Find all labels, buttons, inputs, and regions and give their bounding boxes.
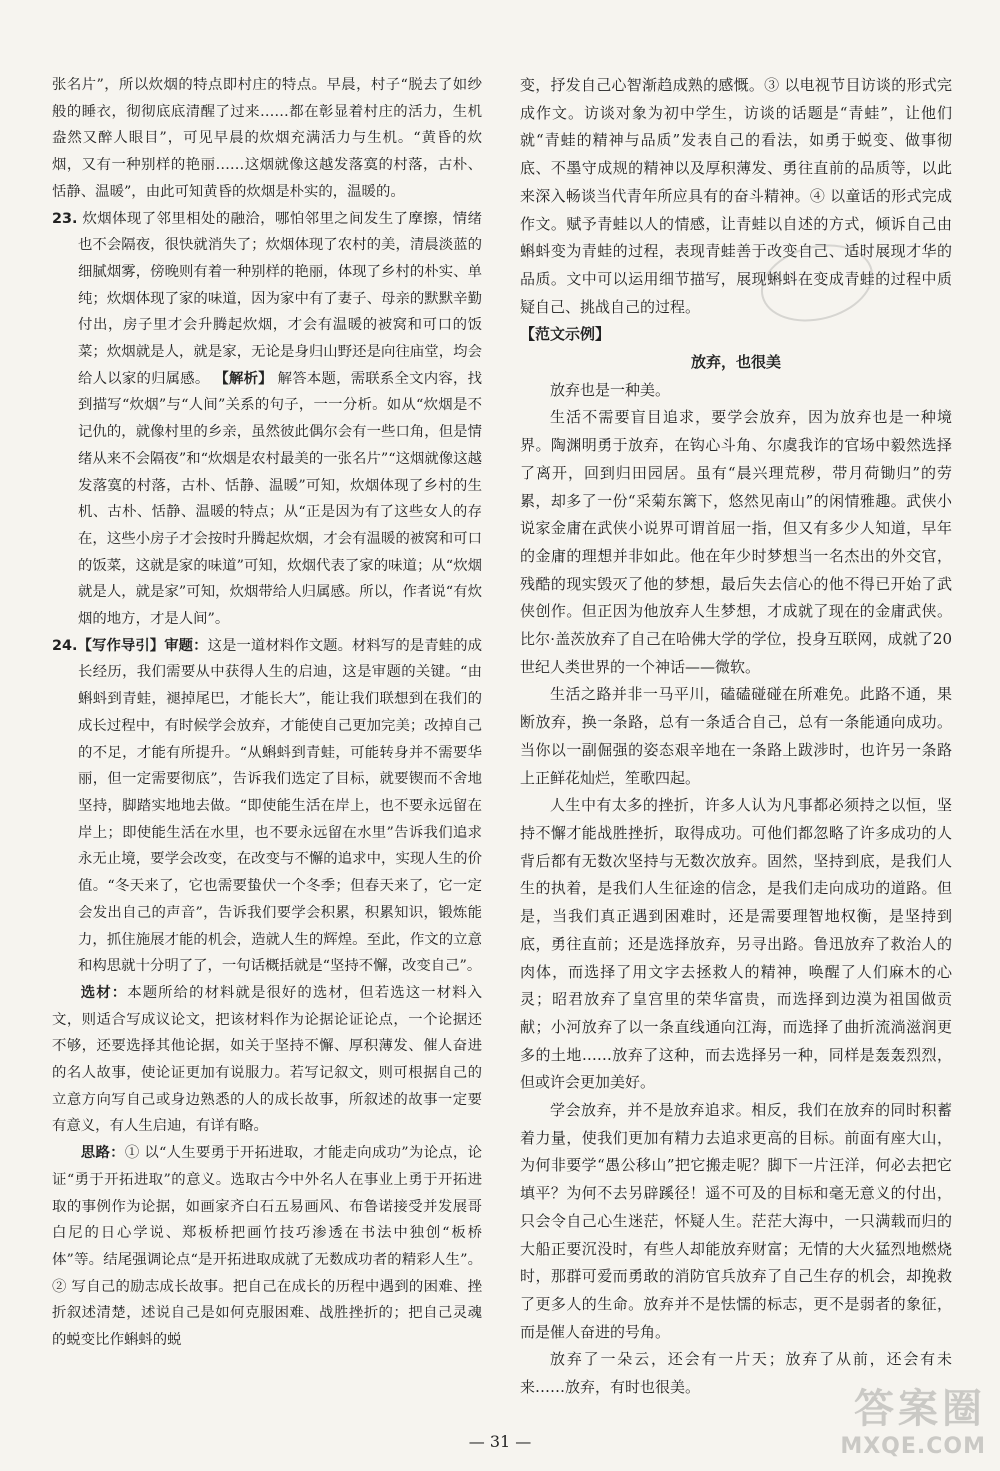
left-column bbox=[52, 72, 482, 1354]
approach-text: ① 以“人生要勇于开拓进取，才能走向成功”为论点，论证“勇于开拓进取”的意义。选取古今中外名人在事业上勇于开拓进取的事例作为论据，如画家齐白石五易画风、布鲁诺接受并发展哥白尼的日心学说、郑板桥把画竹技巧渗透在书法中独创“板桥体”等。结尾强调论点“是开拓进取成就了无数成功者的精彩人生”。② 写自己的励志成长故事。把自己在成长的历程中遇到的困难、挫折叙述清楚，述说自己是如何克服困难、战胜挫折的；把自己灵魂的蜕变比作蝌蚪的蜕 bbox=[52, 1145, 482, 1349]
analysis-text: 解答本题，需联系全文内容，找到描写“炊烟”与“人间”关系的句子，一一分析。如从“炊烟是不记仇的，就像村里的乡亲，虽然彼此偶尔会有一些口角，但是情绪从来不会隔夜”和“炊烟是农村最美的一张名片”“这烟就像这越发落寞的村落，古朴、恬静、温暖”可知，炊烟体现了乡村的生机、古朴、恬静、温暖的特点；从“正是因为有了这些女人的存在，这些小房子才会按时升腾起炊烟，才会有温暖的被窝和可口的饭菜，这就是家的味道”可知，炊烟代表了家的味道；从“炊烟就是人，就是家”可知，炊烟带给人归属感。所以，作者说“有炊烟的地方，才是人间”。 bbox=[78, 370, 482, 628]
sample-essay-label: 【范文示例】 bbox=[520, 325, 611, 344]
material-selection-text: 本题所给的材料就是很好的选材，但若选这一材料入文，则适合写成议论文，把该材料作为论据论证论点，一个论据还不够，还要选择其他论据，如关于坚持不懈、厚积薄发、催人奋进的名人故事，使论证更加有说服力。若写记叙文，则可根据自己的立意方向写自己或身边熟悉的人的成长故事，所叙述的故事一定要有意义，有人生启迪，有详有略。 bbox=[52, 984, 482, 1135]
continued-paragraph: 张名片”，所以炊烟的特点即村庄的特点。早晨，村子“脱去了如纱般的睡衣，彻彻底底清醒了过来……都在彰显着村庄的活力，生机盎然又醉人眼目”，可见早晨的炊烟充满活力与生机。“黄昏的炊烟，又有一种别样的艳丽……这烟就像这越发落寞的村落，古朴、恬静、温暖”，由此可知黄昏的炊烟是朴实的，温暖的。 bbox=[52, 77, 482, 200]
essay-title: 放弃，也很美 bbox=[690, 353, 781, 372]
answer-text: 炊烟体现了邻里相处的融洽，哪怕邻里之间发生了摩擦，情绪也不会隔夜，很快就消失了；炊烟体现了农村的美，清晨淡蓝的细腻烟雾，傍晚则有着一种别样的艳丽，体现了乡村的朴实、单纯；炊烟体现了家的味道，因为家中有了妻子、母亲的默默辛勤付出，房子里才会升腾起炊烟，才会有温暖的被窝和可口的饭菜；炊烟就是人，就是家，无论是身归山野还是向往庙堂，均会给人以家的归属感。 bbox=[78, 210, 482, 387]
writing-guide-label: 【写作导引】 bbox=[77, 637, 165, 654]
essay-paragraph: 放弃了一朵云，还会有一片天；放弃了从前，还会有未来……放弃，有时也很美。 bbox=[520, 1350, 952, 1397]
watermark-url: MXQE.COM bbox=[840, 1434, 986, 1459]
topic-review-text: 这是一道材料作文题。材料写的是青蛙的成长经历，我们需要从中获得人生的启迪，这是审题的关键。“由蝌蚪到青蛙，褪掉尾巴，才能长大”，能让我们联想到在我们的成长过程中，有时候学会放弃，才能使自己更加完美；改掉自己的不足，才能有所提升。“从蝌蚪到青蛙，可能转身并不需要华丽，但一定需要彻底”，告诉我们选定了目标，就要锲而不舍地坚持，脚踏实地地去做。“即使能生活在岸上，也不要永远留在岸上；即使能生活在水里，也不要永远留在水里”告诉我们追求永无止境，要学会改变，在改变与不懈的追求中，实现人生的价值。“冬天来了，它也需要蛰伏一个冬季；但春天来了，它一定会发出自己的声音”，告诉我们要学会积累，积累知识，锻炼能力，抓住施展才能的机会，造就人生的辉煌。至此，作文的立意和构思就十分明了了，一句话概括就是“坚持不懈，改变自己”。 bbox=[78, 637, 482, 975]
watermark-logo bbox=[840, 1377, 986, 1459]
material-selection-label: 选材： bbox=[80, 983, 128, 1001]
question-number: 23. bbox=[52, 210, 78, 227]
essay-paragraph: 放弃也是一种美。 bbox=[550, 380, 671, 399]
watermark-text: 答案圈 bbox=[854, 1386, 986, 1432]
question-number: 24. bbox=[52, 637, 78, 654]
essay-paragraph: 学会放弃，并不是放弃追求。相反，我们在放弃的同时积蓄着力量，使我们更加有精力去追求更高的目标。前面有座大山，为何非要学“愚公移山”把它搬走呢？脚下一片汪洋，何必去把它填平？为何不去另辟蹊径！遥不可及的目标和毫无意义的付出，只会令自己心生迷茫，怀疑人生。茫茫大海中，一只满载而归的大船正要沉没时，有些人却能放弃财富；无情的大火猛烈地燃烧时，那群可爱而勇敢的消防官兵放弃了自己生存的机会，却挽救了更多人的生命。放弃并不是怯懦的标志，更不是弱者的象征，而是催人奋进的号角。 bbox=[520, 1101, 952, 1341]
essay-paragraph: 人生中有太多的挫折，许多人认为凡事都必须持之以恒，坚持不懈才能战胜挫折，取得成功。可他们都忽略了许多成功的人背后都有无数次坚持与无数次放弃。固然，坚持到底，是我们人生的执着，是我们人生征途的信念，是我们走向成功的道路。但是，当我们真正遇到困难时，还是需要理智地权衡，是坚持到底，勇往直前；还是选择放弃，另寻出路。鲁迅放弃了救治人的肉体，而选择了用文字去拯救人的精神，唤醒了人们麻木的心灵；昭君放弃了皇宫里的荣华富贵，而选择到边漠为祖国做贡献；小河放弃了以一条直线通向江海，而选择了曲折流淌滋润更多的土地……放弃了这种，而去选择另一种，同样是轰轰烈烈，但或许会更加美好。 bbox=[520, 796, 952, 1092]
approach bbox=[52, 1140, 482, 1354]
analysis-label: 【解析】 bbox=[214, 370, 273, 387]
essay-paragraph: 生活之路并非一马平川，磕磕碰碰在所难免。此路不通，果断放弃，换一条路，总有一条适合自己，总有一条能通向成功。当你以一副倔强的姿态艰辛地在一条路上跋涉时，也许另一条路上正鲜花灿烂，笙歌四起。 bbox=[520, 685, 952, 787]
continued-paragraph: 变，抒发自己心智渐趋成熟的感慨。③ 以电视节目访谈的形式完成作文。访谈对象为初中学生，访谈的话题是“青蛙”，让他们就“青蛙的精神与品质”发表自己的看法，如勇于蜕变、做事彻底、不墨守成规的精神以及厚积薄发、勇往直前的品质等，以此来深入畅谈当代青年所应具有的奋斗精神。④ 以童话的形式完成作文。赋予青蛙以人的情感，让青蛙以自述的方式，倾诉自己由蝌蚪变为青蛙的过程，表现青蛙善于改变自己、适时展现才华的品质。文中可以运用细节描写，展现蝌蚪在变成青蛙的过程中质疑自己、挑战自己的过程。 bbox=[520, 76, 952, 316]
page-number: — 31 — bbox=[468, 1432, 532, 1451]
question-23 bbox=[52, 206, 482, 633]
essay-paragraph: 生活不需要盲目追求，要学会放弃，因为放弃也是一种境界。陶渊明勇于放弃，在钩心斗角、尔虞我诈的官场中毅然选择了离开，回到归田园居。虽有“晨兴理荒秽，带月荷锄归”的劳累，却多了一份“采菊东篱下，悠然见南山”的闲情雅趣。武侠小说家金庸在武侠小说界可谓首屈一指，但又有多少人知道，早年的金庸的理想并非如此。他在年少时梦想当一名杰出的外交官，残酷的现实毁灭了他的梦想，最后失去信心的他不得已开始了武侠创作。但正因为他放弃人生梦想，才成就了现在的金庸武侠。比尔·盖茨放弃了自己在哈佛大学的学位，投身互联网，成就了20世纪人类世界的一个神话——微软。 bbox=[520, 408, 952, 676]
topic-review-label: 审题： bbox=[164, 636, 208, 654]
question-24 bbox=[52, 633, 482, 980]
right-column bbox=[520, 72, 952, 1402]
material-selection bbox=[52, 980, 482, 1140]
approach-label: 思路： bbox=[80, 1144, 125, 1162]
